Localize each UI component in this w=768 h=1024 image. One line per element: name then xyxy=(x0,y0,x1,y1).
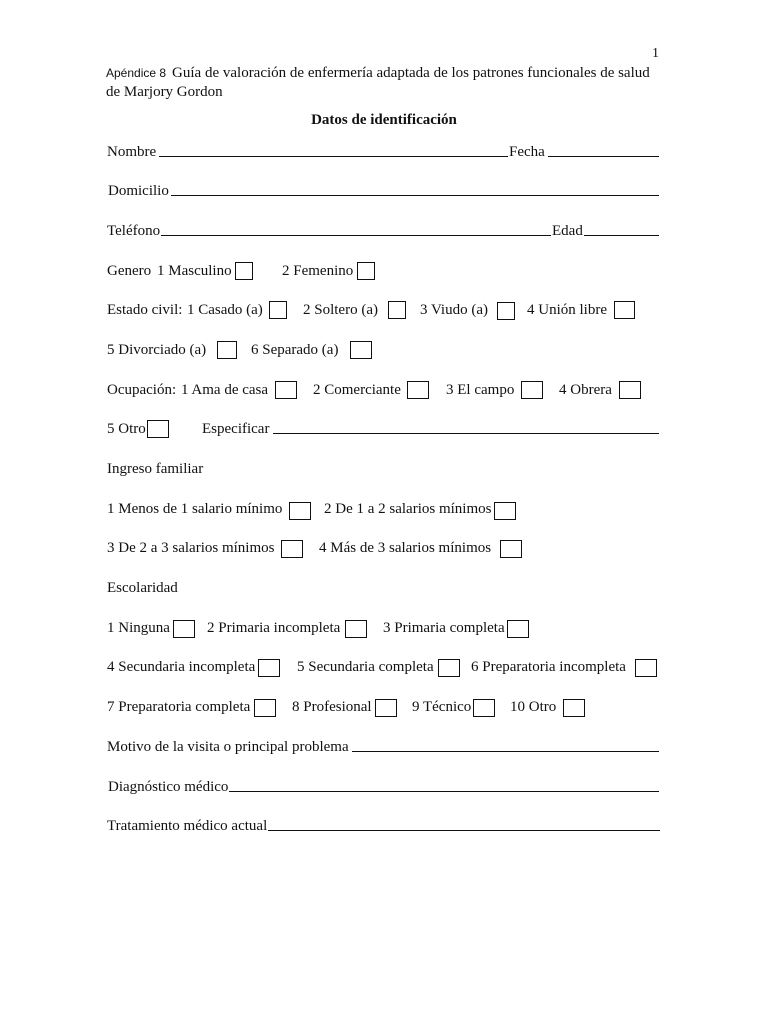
escolaridad-label: Escolaridad xyxy=(107,580,178,596)
ingreso-label: Ingreso familiar xyxy=(107,461,204,477)
escolaridad-preparatoria-completa-checkbox[interactable] xyxy=(254,699,276,717)
estado-civil-option-label: 5 Divorciado (a) xyxy=(107,342,207,358)
ocupacion-otro-checkbox[interactable] xyxy=(147,420,169,438)
estado-separado-checkbox[interactable] xyxy=(350,341,372,359)
nombre-label: Nombre xyxy=(107,144,157,160)
fecha-label: Fecha xyxy=(509,144,545,160)
ocupacion-el-campo-checkbox[interactable] xyxy=(521,381,543,399)
escolaridad-primaria-incompleta-checkbox[interactable] xyxy=(345,620,367,638)
estado-civil-row-2 xyxy=(107,339,667,361)
ocupacion-label: Ocupación: xyxy=(107,382,177,398)
ingreso-option-label: 3 De 2 a 3 salarios mínimos xyxy=(107,540,275,556)
ocupacion-row xyxy=(107,379,667,401)
domicilio-row xyxy=(107,180,660,202)
ocupacion-comerciante-checkbox[interactable] xyxy=(407,381,429,399)
ocupacion-option-label: 5 Otro xyxy=(107,421,146,437)
page-number: 1 xyxy=(652,46,659,61)
escolaridad-otro-checkbox[interactable] xyxy=(563,699,585,717)
escolaridad-primaria-completa-checkbox[interactable] xyxy=(507,620,529,638)
section-title: Datos de identificación xyxy=(311,112,457,128)
ingreso-option-label: 2 De 1 a 2 salarios mínimos xyxy=(324,501,492,517)
escolaridad-row-2 xyxy=(107,656,667,678)
telefono-label: Teléfono xyxy=(107,223,161,239)
motivo-field[interactable] xyxy=(352,736,659,752)
tratamiento-row xyxy=(107,815,661,837)
especificar-label: Especificar xyxy=(202,421,270,437)
ingreso-mas-3-checkbox[interactable] xyxy=(500,540,522,558)
genero-row xyxy=(107,260,667,282)
document-title: Guía de valoración de enfermería adaptada de los patrones funcionales de salud de Marjory Gordon xyxy=(106,65,650,100)
escolaridad-ninguna-checkbox[interactable] xyxy=(173,620,195,638)
document-header xyxy=(106,64,666,102)
estado-viudo-checkbox[interactable] xyxy=(497,302,515,320)
genero-option-label: 2 Femenino xyxy=(282,263,354,279)
escolaridad-option-label: 8 Profesional xyxy=(292,699,372,715)
genero-masculino-checkbox[interactable] xyxy=(235,262,253,280)
escolaridad-tecnico-checkbox[interactable] xyxy=(473,699,495,717)
motivo-label: Motivo de la visita o principal problema xyxy=(107,739,349,755)
estado-casado-checkbox[interactable] xyxy=(269,301,287,319)
ingreso-menos-1-checkbox[interactable] xyxy=(289,502,311,520)
escolaridad-option-label: 5 Secundaria completa xyxy=(297,659,434,675)
ingreso-2-a-3-checkbox[interactable] xyxy=(281,540,303,558)
ingreso-1-a-2-checkbox[interactable] xyxy=(494,502,516,520)
fecha-field[interactable] xyxy=(548,141,659,157)
appendix-label: Apéndice 8 xyxy=(106,66,167,80)
telefono-field[interactable] xyxy=(161,220,551,236)
escolaridad-row-1 xyxy=(107,617,667,639)
diagnostico-row xyxy=(107,776,660,798)
escolaridad-option-label: 9 Técnico xyxy=(412,699,472,715)
ingreso-option-label: 4 Más de 3 salarios mínimos xyxy=(319,540,492,556)
tratamiento-field[interactable] xyxy=(268,815,660,831)
edad-field[interactable] xyxy=(584,220,659,236)
escolaridad-option-label: 10 Otro xyxy=(510,699,557,715)
estado-soltero-checkbox[interactable] xyxy=(388,301,406,319)
estado-civil-row xyxy=(107,299,667,321)
estado-civil-option-label: 3 Viudo (a) xyxy=(420,302,488,318)
ingreso-row-1 xyxy=(107,498,667,520)
domicilio-label: Domicilio xyxy=(108,183,169,199)
estado-civil-option-label: 2 Soltero (a) xyxy=(303,302,378,318)
tratamiento-label: Tratamiento médico actual xyxy=(107,818,268,834)
ocupacion-option-label: 4 Obrera xyxy=(559,382,612,398)
ocupacion-option-label: 3 El campo xyxy=(446,382,515,398)
escolaridad-secundaria-incompleta-checkbox[interactable] xyxy=(258,659,280,677)
telefono-row xyxy=(107,220,660,242)
ocupacion-option-label: 2 Comerciante xyxy=(313,382,401,398)
ocupacion-obrera-checkbox[interactable] xyxy=(619,381,641,399)
genero-option-label: 1 Masculino xyxy=(157,263,232,279)
escolaridad-option-label: 2 Primaria incompleta xyxy=(207,620,341,636)
domicilio-field[interactable] xyxy=(171,180,659,196)
nombre-row xyxy=(107,141,660,163)
estado-civil-option-label: 6 Separado (a) xyxy=(251,342,339,358)
estado-civil-option-label: 4 Unión libre xyxy=(527,302,607,318)
ingreso-option-label: 1 Menos de 1 salario mínimo xyxy=(107,501,283,517)
escolaridad-profesional-checkbox[interactable] xyxy=(375,699,397,717)
estado-civil-option-label: 1 Casado (a) xyxy=(187,302,263,318)
estado-civil-label: Estado civil: xyxy=(107,302,183,318)
genero-label: Genero xyxy=(107,263,152,279)
escolaridad-preparatoria-incompleta-checkbox[interactable] xyxy=(635,659,657,677)
nombre-field[interactable] xyxy=(159,141,508,157)
genero-femenino-checkbox[interactable] xyxy=(357,262,375,280)
diagnostico-label: Diagnóstico médico xyxy=(108,779,229,795)
escolaridad-option-label: 6 Preparatoria incompleta xyxy=(471,659,626,675)
escolaridad-secundaria-completa-checkbox[interactable] xyxy=(438,659,460,677)
escolaridad-option-label: 7 Preparatoria completa xyxy=(107,699,251,715)
estado-divorciado-checkbox[interactable] xyxy=(217,341,237,359)
diagnostico-field[interactable] xyxy=(229,776,659,792)
motivo-row xyxy=(107,736,660,758)
escolaridad-option-label: 4 Secundaria incompleta xyxy=(107,659,256,675)
estado-union-libre-checkbox[interactable] xyxy=(614,301,635,319)
ocupacion-option-label: 1 Ama de casa xyxy=(181,382,269,398)
escolaridad-row-3 xyxy=(107,696,667,718)
escolaridad-option-label: 3 Primaria completa xyxy=(383,620,505,636)
ingreso-row-2 xyxy=(107,537,667,559)
ocupacion-ama-de-casa-checkbox[interactable] xyxy=(275,381,297,399)
otro-especificar-row xyxy=(107,418,660,440)
edad-label: Edad xyxy=(552,223,583,239)
escolaridad-option-label: 1 Ninguna xyxy=(107,620,170,636)
especificar-field[interactable] xyxy=(273,418,659,434)
